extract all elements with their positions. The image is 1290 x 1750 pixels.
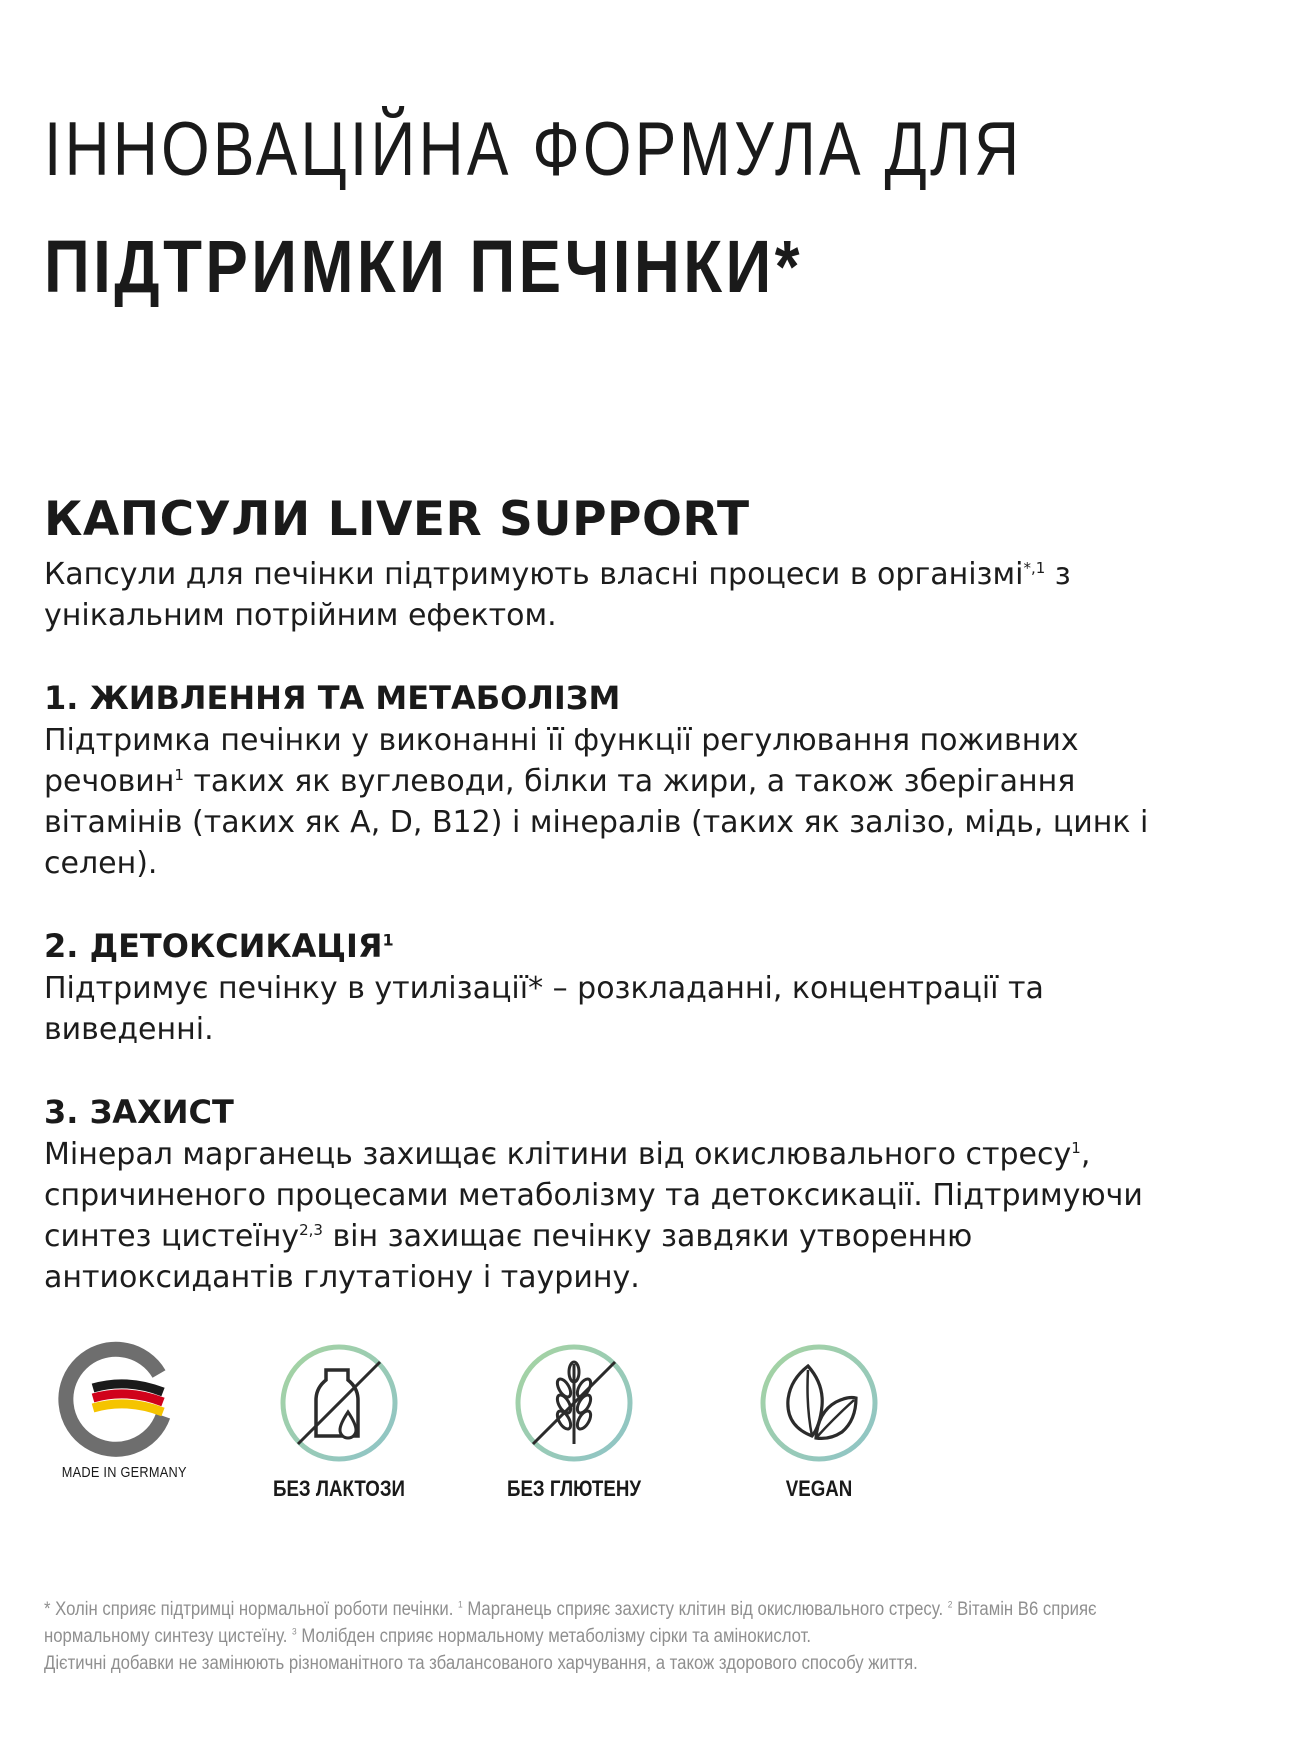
no-gluten-icon bbox=[511, 1340, 637, 1466]
intro-paragraph: Капсули для печінки підтримують власні процеси в організмі$^{*,1}$ з унікальним потрійним ефектом. bbox=[44, 557, 1071, 633]
section-nutrition-title: 1. ЖИВЛЕННЯ ТА МЕТАБОЛІЗМ bbox=[44, 679, 621, 717]
feature-badges bbox=[44, 1340, 1244, 1510]
section-protection-title: 3. ЗАХИСТ bbox=[44, 1093, 234, 1131]
badge-label: БЕЗ ГЛЮТЕНУ bbox=[507, 1476, 641, 1501]
footnote: * Холін сприяє підтримці нормальної роботи печінки. $^1$ Марганець сприяє захисту клітин від окислювального стресу. $^2$ Вітамін B6 сприяє нормальному синтезу цистеїну. $^3$ Молібден сприяє нормальному метаболізму сірки та амінокислот. Дієтичні добавки не замінюють різноманітного та збалансованого харчування, а також здорового способу життя. bbox=[44, 1599, 1097, 1674]
section-protection-text: Мінерал марганець захищає клітини від окислювального стресу$^1$, спричиненого процесами метаболізму та детоксикації. Підтримуючи синтез цистеїну$^{2,3}$ він захищає печінку завдяки утворенню антиоксидантів глутатіону і таурину. bbox=[44, 1137, 1143, 1295]
section-nutrition-text: Підтримка печінки у виконанні її функції регулювання поживних речовин$^1$ таких як вуглеводи, білки та жири, а також зберігання вітамінів (таких як A, D, B12) і мінералів (таких як залізо, мідь, цинк і селен). bbox=[44, 723, 1149, 881]
vegan-leaves-icon bbox=[756, 1340, 882, 1466]
badge-lactose-free bbox=[249, 1340, 429, 1502]
section-detox-text: Підтримує печінку в утилізації* – розкладанні, концентрації та виведенні. bbox=[44, 971, 1044, 1047]
badge-vegan bbox=[729, 1340, 909, 1502]
section-detox-title: 2. ДЕТОКСИКАЦІЯ$^1$ bbox=[44, 927, 394, 965]
badge-label: БЕЗ ЛАКТОЗИ bbox=[273, 1476, 405, 1501]
badge-label: VEGAN bbox=[785, 1476, 853, 1501]
product-title: КАПСУЛИ LIVER SUPPORT bbox=[44, 492, 750, 547]
badge-label: MADE IN GERMANY bbox=[61, 1464, 187, 1481]
badge-made-in-germany bbox=[52, 1340, 187, 1481]
headline-line-1: ІННОВАЦІЙНА ФОРМУЛА ДЛЯ bbox=[44, 107, 1023, 192]
headline-line-2: ПІДТРИМКИ ПЕЧІНКИ* bbox=[44, 225, 803, 308]
badge-gluten-free bbox=[484, 1340, 664, 1502]
germany-flag-g-icon bbox=[57, 1340, 177, 1460]
no-lactose-icon bbox=[276, 1340, 402, 1466]
